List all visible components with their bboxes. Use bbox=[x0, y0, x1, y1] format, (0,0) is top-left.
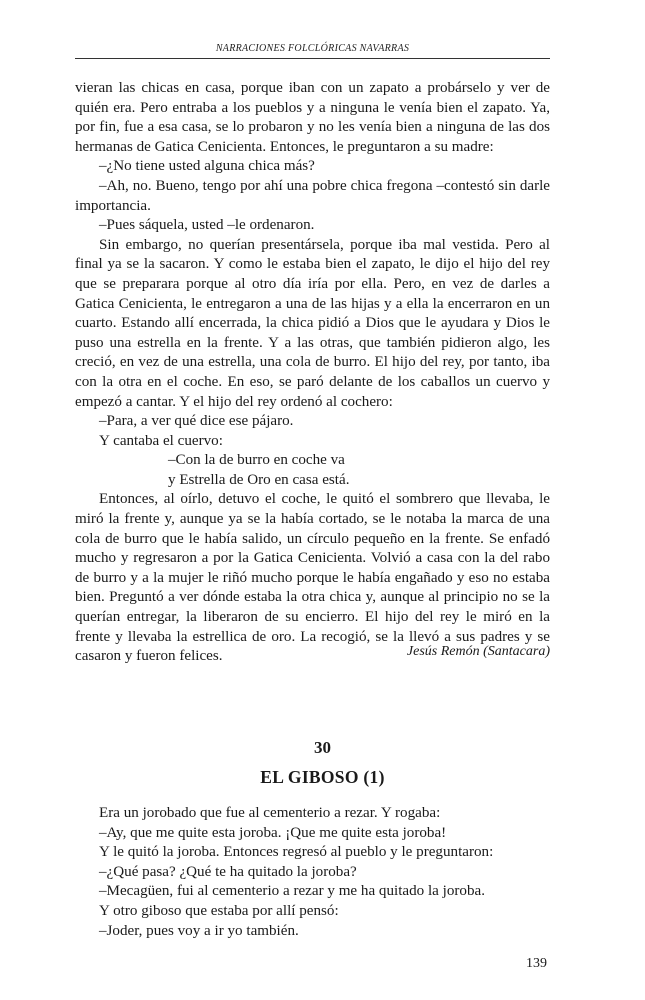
story-title: EL GIBOSO (1) bbox=[260, 767, 385, 787]
paragraph: –Para, a ver qué dice ese pájaro. bbox=[99, 413, 294, 430]
paragraph: Y cantaba el cuervo: bbox=[99, 432, 223, 449]
paragraph: –Joder, pues voy a ir yo también. bbox=[99, 922, 299, 939]
verse-line: y Estrella de Oro en casa está. bbox=[168, 471, 350, 488]
paragraph: –Pues sáquela, usted –le ordenaron. bbox=[99, 217, 315, 234]
attribution: Jesús Remón (Santacara) bbox=[406, 644, 550, 659]
paragraph: –¿No tiene usted alguna chica más? bbox=[99, 158, 315, 175]
story-29-body bbox=[75, 79, 550, 667]
paragraph: –Mecagüen, fui al cementerio a rezar y me ha quitado la joroba. bbox=[99, 883, 485, 900]
paragraph: –Ah, no. Bueno, tengo por ahí una pobre chica fregona –contestó sin darle importancia. bbox=[75, 177, 550, 214]
verse-line: –Con la de burro en coche va bbox=[168, 452, 345, 469]
paragraph: Era un jorobado que fue al cementerio a rezar. Y rogaba: bbox=[99, 805, 441, 821]
story-number: 30 bbox=[314, 738, 331, 757]
page-number: 139 bbox=[526, 956, 547, 971]
paragraph: –¿Qué pasa? ¿Qué te ha quitado la joroba? bbox=[99, 863, 357, 880]
story-30-body bbox=[75, 804, 550, 941]
running-header: NARRACIONES FOLCLÓRICAS NAVARRAS bbox=[215, 43, 410, 54]
paragraph: Entonces, al oírlo, detuvo el coche, le quitó el sombrero que llevaba, le miró la frente y, aunque ya se la había cortado, se le notaba la marca de una cola de burro que le había salido, un círculo pequeño en la frente. Se enfadó mucho y regresaron a por la Gatica Cenicienta. Volvió a casa con la del rabo de burro y a la mujer le riñó mucho porque le había engañado y eso no estaba bien. Preguntó a ver dónde estaba la otra chica y, aunque al principio no se la querían entregar, la liberaron de su encierro. El hijo del rey le miró en la frente y llevaba la estrellica de oro. La recogió, se la llevó a sus padres y se casaron y fueron felices. bbox=[75, 491, 550, 665]
header-rule bbox=[75, 58, 550, 59]
paragraph: –Ay, que me quite esta joroba. ¡Que me quite esta joroba! bbox=[99, 824, 447, 841]
paragraph: Sin embargo, no querían presentársela, porque iba mal vestida. Pero al final ya se la sacaron. Y como le estaba bien el zapato, le dijo el hijo del rey que se preparara porque al otro día iría por ella. Pero, en vez de darles a Gatica Cenicienta, le entregaron a una de las hijas y a ella la encerraron en un cuarto. Estando allí encerrada, la chica pidió a Dios que le ayudara y Dios le puso una estrella en la frente. Y a las otras, que también pidieron algo, les creció, en vez de una estrella, una cola de burro. El hijo del rey, por tanto, iba con la otra en el coche. En eso, se paró delante de los caballos un cuervo y empezó a cantar. Y el hijo del rey ordenó al cochero: bbox=[75, 236, 550, 410]
paragraph: Y le quitó la joroba. Entonces regresó al pueblo y le preguntaron: bbox=[99, 844, 494, 861]
paragraph: Y otro giboso que estaba por allí pensó: bbox=[99, 902, 339, 919]
paragraph: vieran las chicas en casa, porque iban con un zapato a probárselo y ver de quién era. Pero entraba a los pueblos y a ninguna le venía bien el zapato. Ya, por fin, fue a esa casa, se lo probaron y no les venía bien a ninguna de las dos hermanas de Gatica Cenicienta. Entonces, le preguntaron a su madre: bbox=[75, 80, 550, 155]
